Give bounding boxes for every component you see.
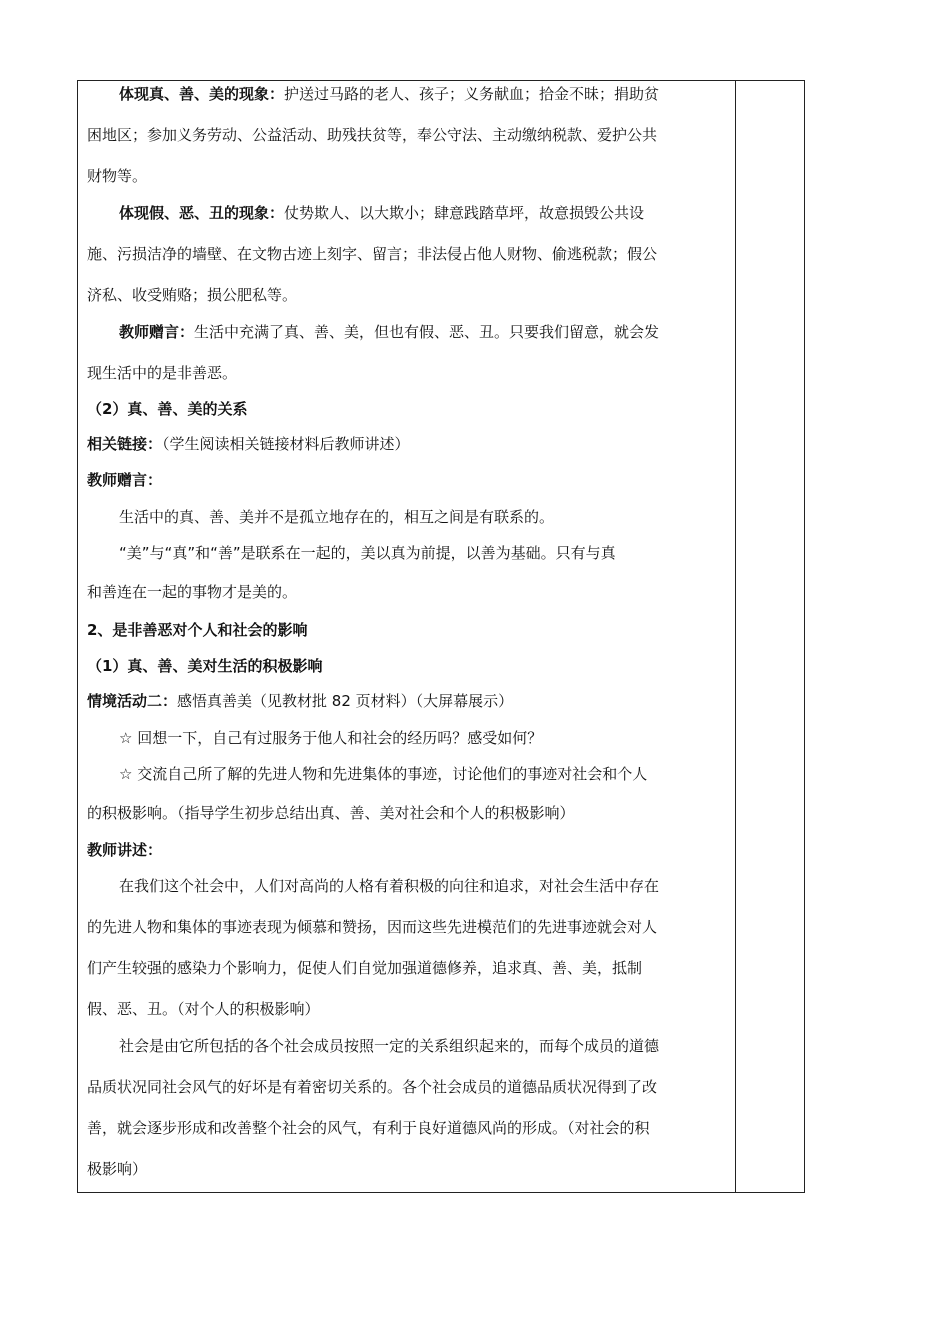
related-link-line bbox=[87, 433, 410, 454]
activity-text: 感悟真善美（见教材批 82 页材料）（大屏幕展示） bbox=[177, 692, 514, 710]
p6-line-4: 假、恶、丑。（对个人的积极影响） bbox=[87, 1000, 320, 1018]
question-2-line-1: ☆ 交流自己所了解的先进人物和先进集体的事迹，讨论他们的事迹对社会和个人 bbox=[119, 765, 648, 783]
question-2-line-2: 的积极影响。（指导学生初步总结出真、善、美对社会和个人的积极影响） bbox=[87, 804, 575, 822]
p6-line-2: 的先进人物和集体的事迹表现为倾慕和赞扬，因而这些先进模范们的先进事迹就会对人 bbox=[87, 918, 658, 936]
teacher-lecture-label: 教师讲述： bbox=[87, 841, 163, 859]
related-link-lead: 相关链接： bbox=[87, 435, 163, 453]
p3-text-1: 生活中充满了真、善、美，但也有假、恶、丑。只要我们留意，就会发 bbox=[194, 323, 660, 341]
p5-line-1: “美”与“真”和“善”是联系在一起的，美以真为前提，以善为基础。只有与真 bbox=[119, 544, 616, 562]
p2-text-1: 仗势欺人、以大欺小；肆意践踏草坪，故意损毁公共设 bbox=[284, 204, 645, 222]
question-1: ☆ 回想一下，自己有过服务于他人和社会的经历吗？感受如何？ bbox=[119, 729, 543, 747]
p7-line-2: 品质状况同社会风气的好坏是有着密切关系的。各个社会成员的道德品质状况得到了改 bbox=[87, 1078, 658, 1096]
activity-line bbox=[87, 690, 513, 711]
p6-line-1: 在我们这个社会中，人们对高尚的人格有着积极的向往和追求，对社会生活中存在 bbox=[119, 877, 660, 895]
notes-column bbox=[736, 81, 804, 1192]
p4-line: 生活中的真、善、美并不是孤立地存在的，相互之间是有联系的。 bbox=[119, 508, 555, 526]
p1-line-2: 困地区；参加义务劳动、公益活动、助残扶贫等，奉公守法、主动缴纳税款、爱护公共 bbox=[87, 126, 658, 144]
p5-line-2: 和善连在一起的事物才是美的。 bbox=[87, 583, 298, 601]
activity-lead: 情境活动二： bbox=[87, 692, 178, 710]
p3-line-1 bbox=[119, 321, 659, 342]
p2-lead: 体现假、恶、丑的现象： bbox=[119, 204, 285, 222]
teacher-gift-label: 教师赠言： bbox=[87, 471, 163, 489]
p1-lead: 体现真、善、美的现象： bbox=[119, 85, 285, 103]
p2-line-3: 济私、收受贿赂；损公肥私等。 bbox=[87, 286, 298, 304]
heading-relation: （2）真、善、美的关系 bbox=[87, 400, 248, 418]
p3-line-2: 现生活中的是非善恶。 bbox=[87, 364, 238, 382]
p7-line-1: 社会是由它所包括的各个社会成员按照一定的关系组织起来的，而每个成员的道德 bbox=[119, 1037, 660, 1055]
related-link-text: （学生阅读相关链接材料后教师讲述） bbox=[162, 435, 410, 453]
p7-line-3: 善，就会逐步形成和改善整个社会的风气，有利于良好道德风尚的形成。（对社会的积 bbox=[87, 1119, 650, 1137]
p1-text-1: 护送过马路的老人、孩子；义务献血；拾金不昧；捐助贫 bbox=[284, 85, 660, 103]
p7-line-4: 极影响） bbox=[87, 1160, 148, 1178]
p6-line-3: 们产生较强的感染力个影响力，促使人们自觉加强道德修养，追求真、善、美，抵制 bbox=[87, 959, 643, 977]
p1-line-1 bbox=[119, 83, 659, 104]
p3-lead: 教师赠言： bbox=[119, 323, 195, 341]
p2-line-1 bbox=[119, 202, 644, 223]
p2-line-2: 施、污损洁净的墙壁、在文物古迹上刻字、留言；非法侵占他人财物、偷逃税款；假公 bbox=[87, 245, 658, 263]
heading-section-2: 2、是非善恶对个人和社会的影响 bbox=[87, 621, 308, 639]
p1-line-3: 财物等。 bbox=[87, 167, 148, 185]
heading-positive-influence: （1）真、善、美对生活的积极影响 bbox=[87, 657, 323, 675]
